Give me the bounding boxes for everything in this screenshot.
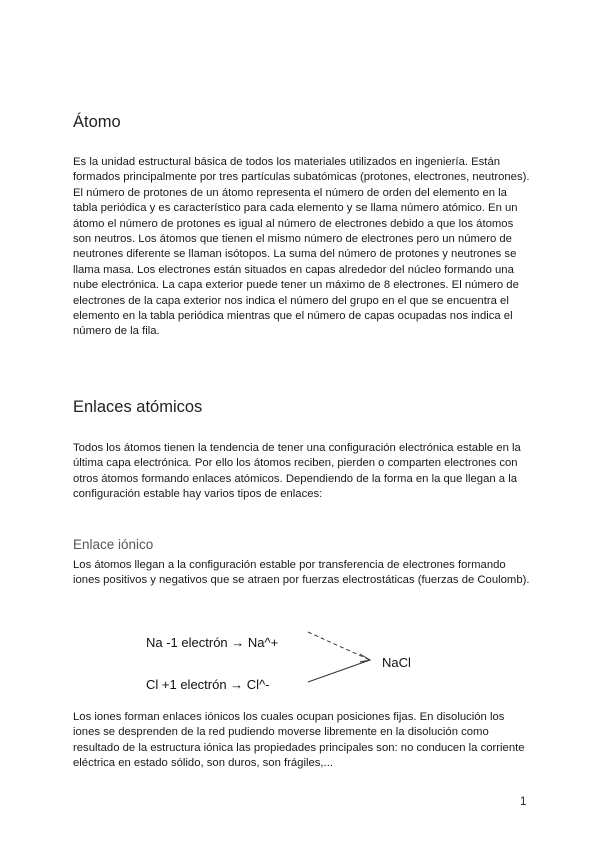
arrow-line-top — [308, 632, 370, 660]
heading-enlaces-atomicos: Enlaces atómicos — [73, 398, 203, 416]
equation-sodium: Na -1 electrón → Na^+ — [146, 635, 279, 650]
heading-atomo: Átomo — [73, 113, 121, 131]
reaction-arrows-icon — [300, 626, 380, 686]
paragraph-enlaces: Todos los átomos tienen la tendencia de tener una configuración electrónica estable en la última capa electrónica. Por ello los átomos reciben, pierden o comparten electrones con otros átomos formando enlaces atómicos. Dependiendo de la forma en la que llegan a la configuración estable hay varios tipos de enlaces: — [73, 442, 521, 501]
paragraph-atomo: Es la unidad estructural básica de todos los materiales utilizados en ingeniería. Están formados principalmente por tres partículas subatómicas (protones, electrones, neutrones). El número de protones de un átomo representa el número de orden del elemento en la tabla periódica y es característico para cada elemento y se llama número atómico. En un átomo el número de protones es igual al número de electrones debido a que los átomos son neutros. Los átomos que tienen el mismo número de electrones pero un número de neutrones diferente se llaman isótopos. La suma del número de protones y neutrones se llama masa. Los electrones están situados en capas alrededor del núcleo formando una nube electrónica. La capa exterior puede tener un máximo de 8 electrones. El número de electrones de la capa exterior nos indica el número del grupo en el que se encuentra el elemento en la tabla periódica mientras que el número de capas ocupadas nos indica el número de la fila. — [73, 156, 530, 338]
page-number: 1 — [520, 796, 527, 808]
arrow-head — [360, 654, 370, 662]
heading-enlace-ionico: Enlace iónico — [73, 537, 154, 552]
equation-product-nacl: NaCl — [382, 655, 411, 670]
paragraph-ionico-2: Los iones forman enlaces iónicos los cuales ocupan posiciones fijas. En disolución los iones se desprenden de la red pudiendo moverse libremente en la disolución como resultado de la estructura iónica las propiedades principales son: no conducen la corriente eléctrica en estado sólido, son duros, son frágiles,... — [73, 711, 525, 770]
paragraph-ionico: Los átomos llegan a la configuración estable por transferencia de electrones formando iones positivos y negativos que se atraen por fuerzas electrostáticas (fuerzas de Coulomb). — [73, 559, 530, 587]
arrow-line-bottom — [308, 660, 370, 682]
equation-chlorine: Cl +1 electrón → Cl^- — [146, 677, 270, 692]
